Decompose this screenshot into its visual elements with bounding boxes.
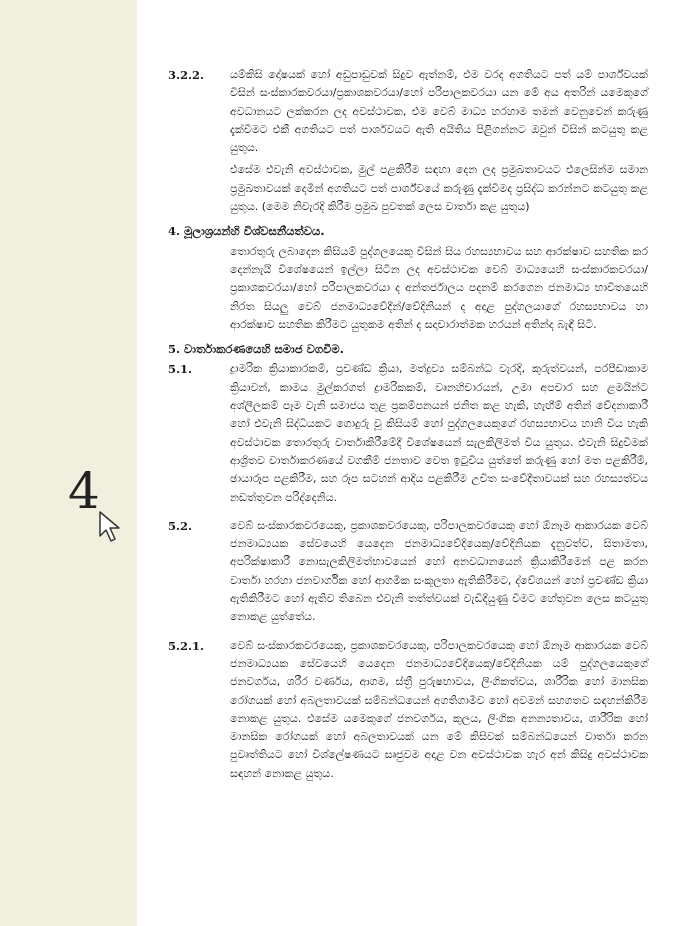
heading-number: 4.: [168, 224, 181, 239]
section-number: 3.2.2.: [168, 68, 205, 82]
heading-number: 5.: [168, 342, 181, 357]
section-number: 5.2.: [168, 518, 193, 533]
document-body: [168, 66, 648, 787]
section-5-heading: [168, 340, 648, 358]
section-3-2-2: [168, 66, 648, 157]
cursor-arrow-icon: [98, 510, 124, 544]
section-4-heading: [168, 222, 648, 240]
section-text: වෙබ් සංස්කාරකවරයෙකු, ප්‍රකාශකවරයෙකු, පරිපාලකවරයෙකු හෝ ඕනෑම ආකාරයක වෙබ් ජනමාධ්‍යයක සේවයෙහි යෙදෙන ජනමාධ්‍යවේදියෙකු/වේදිනියක යම් පුද්ගලයෙකුගේ ජනවර්ගය, ශරීර වර්ණය, ආගම, ස්ත්‍රී පුරුෂභාවය, ලිංගිකත්වය, ශාරීරික හෝ මානසික රෝගයක් හෝ අබලතාවයක් සම්බන්ධයෙන් අගතිගාමීව හෝ අවමන් සහගතව සඳහන්කිරීම නොකළ යුතුය. එසේම යමෙකුගේ ජනවර්ගය, කුලය, ලිංගික අනන්‍යතාවය, ශාරීරික හෝ මානසික රෝගයක් හෝ අබලතාවයක් යන මේ කිසිවක් සම්බන්ධයෙන් වාර්තා කරන පුවෘත්තියට හෝ විශ්ලේෂණයට සෘජුවම අදාළ වන අවස්ථාවක හැර අන් කිසිදු අවස්ථාවක සඳහන් නොකළ යුතුය.: [230, 638, 648, 780]
section-4-paragraph: තොරතුරු ලබාදෙන කිසියම් පුද්ගලයෙකු විසින් සිය රහස්‍යභාවය සහ ආරක්ෂාව සහතික කර දෙන්නැයි විශේෂයෙන් ඉල්ලා සිටින ලද අවස්ථාවක වෙබ් මාධ්‍යයෙහි සංස්කාරකවරයා/ප්‍රකාශකවරයා/හෝ පරිපාලකවරයා ද අන්තර්ජාලය පදනම් කරගෙන ජනමාධ්‍ය භාවිතයෙහි නිරත සියලු වෙබ් ජනමාධ්‍යවේදීන්/වේදිනියන් ද අදාළ පුද්ගලයාගේ රහස්‍යභාවය හා ආරක්ෂාව සහතික කිරීමට යුතුකම අතින් ද සදාචාරාත්මක හරයන් අතින්ද බැඳී සිටී.: [230, 244, 648, 331]
section-3-2-2-paragraph-2: එසේම එවැනි අවස්ථාවක, මුල් පළකිරීම සඳහා දෙන ලද ප්‍රමුඛතාවයට එලෙසින්ම සමාන ප්‍රමුඛතාවයක් දෙමින් අගතියට පත් පාර්ශ්වයේ කරුණු දැක්වීමද ප්‍රසිද්ධ කරන්නට කටයුතු කළ යුතුය. (මෙම නිවැරදි කිරීම ප්‍රමුඛ පුවතක් ලෙස වාර්තා කළ යුතුය): [230, 163, 648, 214]
section-number: 5.2.1.: [168, 638, 205, 653]
section-text: ද්‍රාමරික ක්‍රියාකාරකම්, ප්‍රචණ්ඩ ක්‍රියා, මත්ද්‍රව්‍ය සම්බන්ධ වැරදි, කුරුත්වයන්, පරපීඩාකාම ක්‍රියාවන්, කාමය මුල්කරගත් ද්‍රාමරිකකම්, වෘනහිචාරයන්, උමා අපචාර සහ ළමයින්ට අශ්ලීලකම් පෑම වැනි සමාජය තුළ ප්‍රකම්පනයන් ජනිත කළ හැකි, හැඟීම් අතින් වේදනාකාරී හෝ එවැනි සිද්ධියකට ගොදුරු වූ කිසියම් හෝ පුද්ගලයෙකුගේ රහස්‍යභාවය හානි විය හැකි අවස්ථාවක තොරතුරු වාර්තාකිරීමේදී විශේෂයෙන් සැලකිලිමත් විය යුතුය. එවැනි සිදුවීමක් ආශ්‍රිතව වාර්තාකරණයේ වගකීම් ජනතාව වෙත ඉටුවිය යුත්තේ කරුණු හෝ මත පළකිරීම්, ඡායාරූප පළකිරීම, සහ රූප සටහන් ආදිය පළකිරීම උචිත සංවේදීතාවයක් සහ රහස්‍යත්වය නඩත්තුවන පරිද්දෙනිය.: [230, 362, 648, 504]
section-5-1: [168, 360, 648, 506]
page-number: 4: [68, 462, 100, 520]
section-5-2-1: [168, 637, 648, 783]
heading-text: වාර්තාකරණයෙහි සමාජ වගවීම.: [184, 342, 345, 357]
heading-text: මූලාශ්‍රයන්හි විශ්වසනීයත්වය.: [184, 224, 325, 239]
section-number: 5.1.: [168, 362, 193, 377]
section-5-2: [168, 517, 648, 627]
section-text: වෙබ් සංස්කාරකවරයෙකු, ප්‍රකාශකවරයෙකු, පරිපාලකවරයෙකු හෝ ඕනෑම ආකාරයක වෙබ් ජනමාධ්‍යයක සේවයෙහි යෙදෙන ජනමාධ්‍යවේදියෙකු/වේදිනියක දැනුවත්ව, සිතාමතා, අපරික්ෂාකාරී නොසැලකිලිමත්භාවයෙන් හෝ අනවධානයෙන් ක්‍රියාකිරීමෙන් පළ කරන වාර්තා හරහා ජනවාර්ගික හෝ ආගමික සංකූලතා ඇතිකිරීමට, ද්වේශයන් හෝ ප්‍රචණ්ඩ ක්‍රියා ඇතිකිරීමට හෝ ඇතිව තිබෙන එවැනි තත්ත්වයක් වැඩිදියුණු වීමට හේතුවන ලෙස කටයුතු නොකළ යුත්තේය.: [230, 518, 648, 624]
section-text: යම්කිසි දෝෂයක් හෝ අඩුපාඩුවක් සිදුව ඇත්නම්, එම වරද අගතියට පත් යම් පාර්ශ්වයක් විසින් සංස්කාරකවරයා/ප්‍රකාශකවරයා/හෝ පරිපාලකවරයා යන මේ අය අතරින් යමෙකුගේ අවධානයට ලක්කරන ලද අවස්ථාවක, එම වෙබ් මාධ්‍ය හරහාම තමන් වෙනුවෙන් කරුණු දැක්වීමට එකී අගතියට පත් පාර්ශවයට ඇති අයිතිය පිළිගන්නට ඔවුන් විසින් කටයුතු කළ යුතුය.: [230, 68, 648, 155]
